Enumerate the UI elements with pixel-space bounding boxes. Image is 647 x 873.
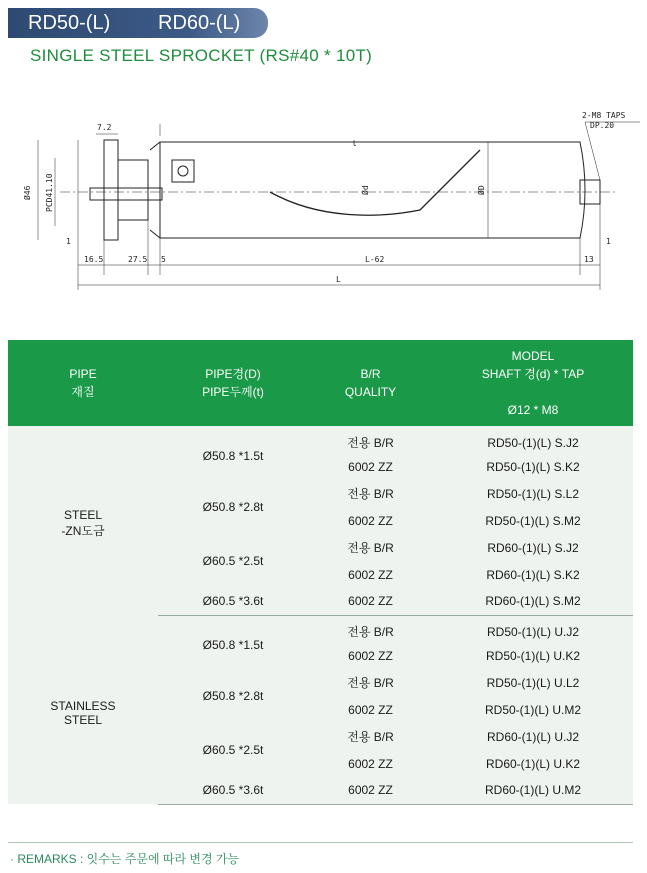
pipe-spec-cell: Ø50.8 *2.8t	[158, 669, 308, 723]
model-rd50-title: RD50-(L)	[28, 12, 111, 34]
model-code-cell: RD60-(1)(L) U.K2	[433, 750, 633, 777]
bearing-quality-cell: 전용 B/R	[308, 480, 433, 507]
material-group	[8, 615, 633, 804]
pipe-spec-cell: Ø60.5 *2.5t	[158, 534, 308, 588]
model-code-cell: RD60-(1)(L) S.J2	[433, 534, 633, 561]
bearing-quality-cell: 6002 ZZ	[308, 561, 433, 588]
material-cell: STEEL -ZN도금	[8, 426, 158, 615]
table-row	[8, 426, 633, 453]
technical-drawing	[0, 100, 647, 300]
dim-pcd: PCD41.10	[45, 173, 54, 212]
dim-16-5: 16.5	[84, 255, 104, 264]
dim-phi-d: Ød	[361, 185, 370, 195]
dim-dp: DP.20	[590, 121, 615, 130]
pipe-spec-cell: Ø50.8 *2.8t	[158, 480, 308, 534]
header-pipe: PIPE경(D) PIPE두께(t)	[158, 340, 308, 426]
material-group	[8, 426, 633, 615]
shaft	[90, 188, 162, 200]
dim-L: L	[336, 275, 341, 284]
bearing-quality-cell: 6002 ZZ	[308, 750, 433, 777]
cutaway-curve	[270, 150, 480, 215]
bearing	[172, 160, 194, 182]
bearing-quality-cell: 전용 B/R	[308, 615, 433, 642]
spec-table	[8, 340, 633, 805]
pipe-spec-cell: Ø60.5 *2.5t	[158, 723, 308, 777]
model-code-cell: RD50-(1)(L) U.M2	[433, 696, 633, 723]
model-code-cell: RD60-(1)(L) S.M2	[433, 588, 633, 615]
model-code-cell: RD50-(1)(L) S.L2	[433, 480, 633, 507]
model-code-cell: RD50-(1)(L) S.K2	[433, 453, 633, 480]
model-code-cell: RD60-(1)(L) U.M2	[433, 777, 633, 804]
bearing-quality-cell: 전용 B/R	[308, 426, 433, 453]
pipe-spec-cell: Ø60.5 *3.6t	[158, 588, 308, 615]
dim-13: 13	[584, 255, 594, 264]
dim-27-5: 27.5	[128, 255, 148, 264]
remarks-divider	[8, 842, 633, 843]
bearing-quality-cell: 6002 ZZ	[308, 507, 433, 534]
material-cell: STAINLESS STEEL	[8, 615, 158, 804]
dim-7-2: 7.2	[97, 123, 112, 132]
header-material: PIPE 재질	[8, 340, 158, 426]
sprocket	[104, 140, 118, 240]
dim-t: t	[352, 139, 357, 148]
dim-l62: L-62	[365, 255, 385, 264]
bearing-quality-cell: 6002 ZZ	[308, 453, 433, 480]
model-code-cell: RD60-(1)(L) S.K2	[433, 561, 633, 588]
pipe-spec-cell: Ø50.8 *1.5t	[158, 426, 308, 480]
pipe-spec-cell: Ø50.8 *1.5t	[158, 615, 308, 669]
bearing-quality-cell: 6002 ZZ	[308, 588, 433, 615]
dim-one-left: 1	[66, 237, 71, 246]
bearing-quality-cell: 6002 ZZ	[308, 696, 433, 723]
model-code-cell: RD60-(1)(L) U.J2	[433, 723, 633, 750]
model-code-cell: RD50-(1)(L) S.M2	[433, 507, 633, 534]
model-code-cell: RD50-(1)(L) U.L2	[433, 669, 633, 696]
bearing-quality-cell: 전용 B/R	[308, 534, 433, 561]
model-title-bar	[8, 8, 268, 38]
dim-phi-D: ØD	[477, 185, 486, 195]
model-code-cell: RD50-(1)(L) S.J2	[433, 426, 633, 453]
remarks-note: · REMARKS : 잇수는 주문에 따라 변경 가능	[10, 852, 240, 866]
pipe-body	[160, 142, 585, 238]
header-model: MODEL SHAFT 경(d) * TAP Ø12 * M8	[433, 340, 633, 426]
dim-dia46: Ø46	[23, 185, 32, 200]
dim-5: 5	[161, 255, 166, 264]
bearing-quality-cell: 전용 B/R	[308, 723, 433, 750]
model-code-cell: RD50-(1)(L) U.K2	[433, 642, 633, 669]
table-row	[8, 615, 633, 642]
bearing-quality-cell: 전용 B/R	[308, 669, 433, 696]
model-rd60-title: RD60-(L)	[158, 12, 241, 34]
model-code-cell: RD50-(1)(L) U.J2	[433, 615, 633, 642]
dim-taps: 2-M8 TAPS	[582, 111, 626, 120]
bearing-quality-cell: 6002 ZZ	[308, 777, 433, 804]
product-subtitle: SINGLE STEEL SPROCKET (RS#40 * 10T)	[30, 46, 373, 65]
header-br: B/R QUALITY	[308, 340, 433, 426]
pipe-spec-cell: Ø60.5 *3.6t	[158, 777, 308, 804]
dim-one-right: 1	[606, 237, 611, 246]
bearing-quality-cell: 6002 ZZ	[308, 642, 433, 669]
